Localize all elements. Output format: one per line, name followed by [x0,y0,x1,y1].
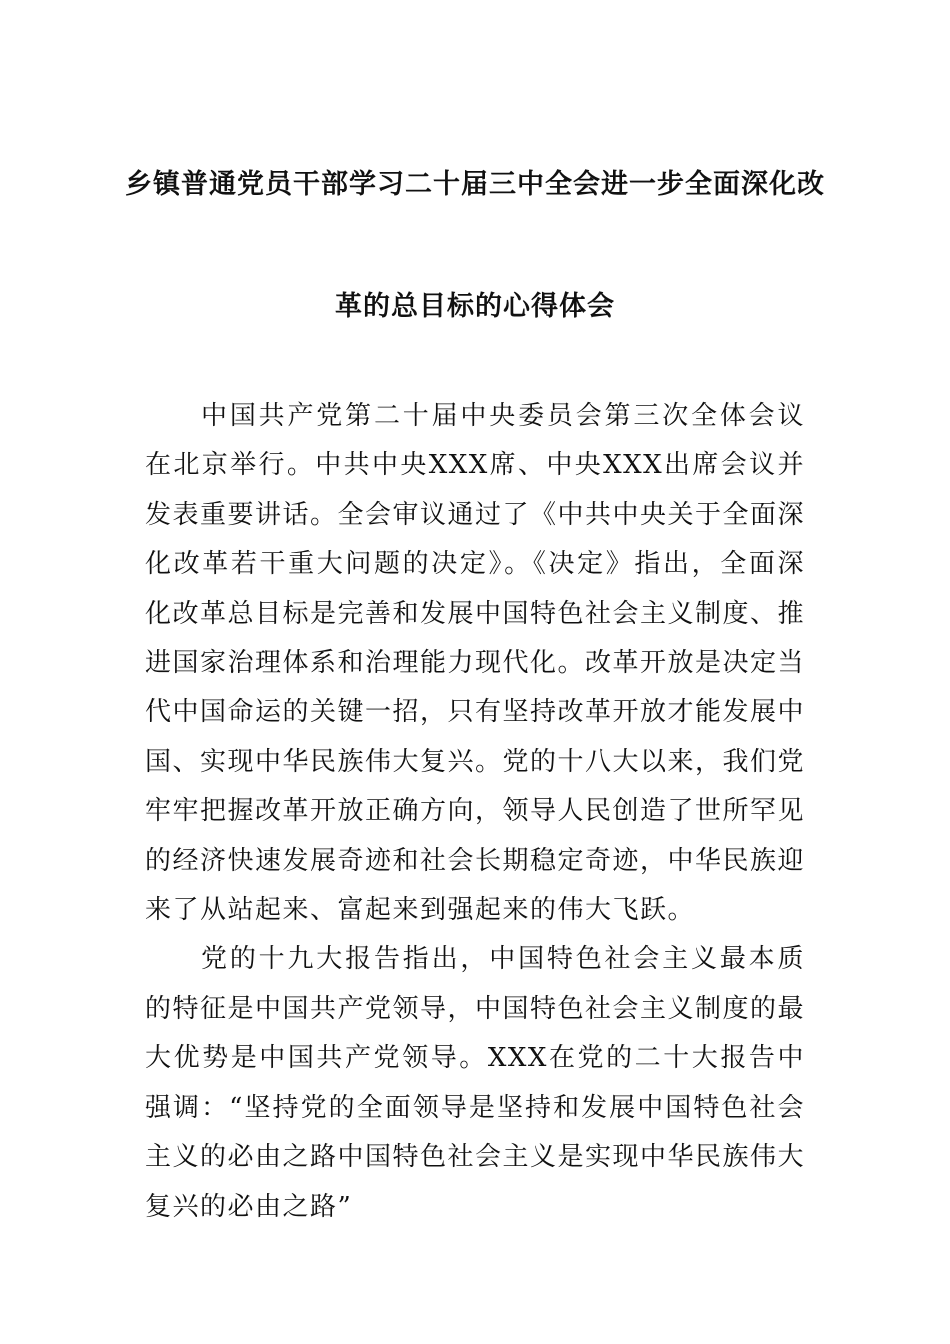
document-title-line-1: 乡镇普通党员干部学习二十届三中全会进一步全面深化改 [125,169,825,200]
paragraph-2: 党的十九大报告指出，中国特色社会主义最本质的特征是中国共产党领导，中国特色社会主义制度的最大优势是中国共产党领导。XXX在党的二十大报告中强调：“坚持党的全面领导是坚持和发展中国特色社会主义的必由之路中国特色社会主义是实现中华民族伟大复兴的必由之路” [145,944,806,1222]
document-title-line-2: 革的总目标的心得体会 [335,291,615,322]
paragraph-1: 中国共产党第二十届中央委员会第三次全体会议在北京举行。中共中央XXX席、中央XXX出席会议并发表重要讲话。全会审议通过了《中共中央关于全面深化改革若干重大问题的决定》。《决定》指出，全面深化改革总目标是完善和发展中国特色社会主义制度、推进国家治理体系和治理能力现代化。改革开放是决定当代中国命运的关键一招，只有坚持改革开放才能发展中国、实现中华民族伟大复兴。党的十八大以来，我们党牢牢把握改革开放正确方向，领导人民创造了世所罕见的经济快速发展奇迹和社会长期稳定奇迹，中华民族迎来了从站起来、富起来到强起来的伟大飞跃。 [145,401,806,926]
document-body [145,392,805,1232]
